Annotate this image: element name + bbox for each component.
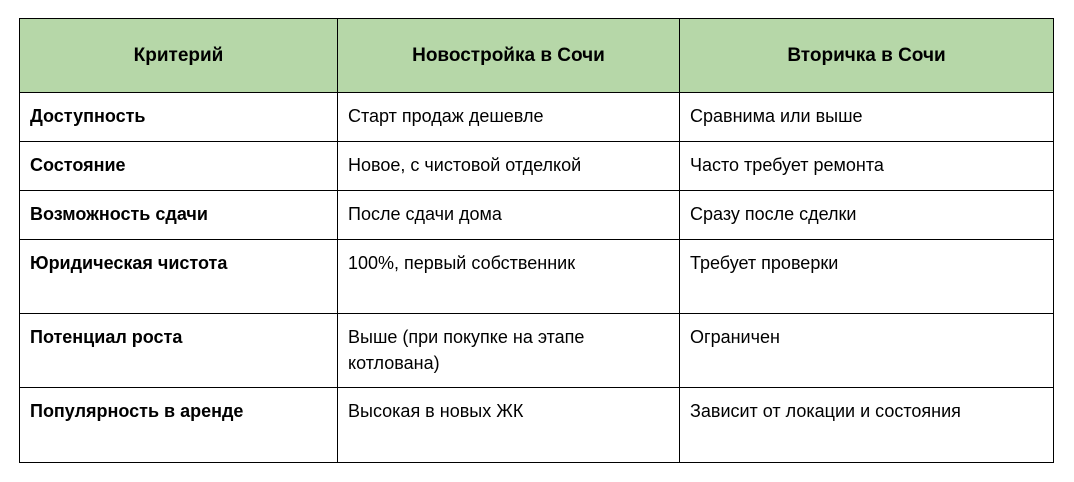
comparison-table [19, 18, 1054, 463]
new-build-cell: Старт продаж дешевле [338, 93, 680, 142]
criterion-cell: Состояние [20, 142, 338, 191]
new-build-cell: Высокая в новых ЖК [338, 388, 680, 463]
header-new-build: Новостройка в Сочи [338, 19, 680, 93]
secondary-cell: Часто требует ремонта [680, 142, 1054, 191]
secondary-cell: Зависит от локации и состояния [680, 388, 1054, 463]
header-criterion: Критерий [20, 19, 338, 93]
table-body [20, 93, 1054, 463]
new-build-cell: 100%, первый собственник [338, 240, 680, 314]
header-row [20, 19, 1054, 93]
table-row [20, 142, 1054, 191]
criterion-cell: Популярность в аренде [20, 388, 338, 463]
table-row [20, 240, 1054, 314]
criterion-cell: Возможность сдачи [20, 191, 338, 240]
secondary-cell: Сравнима или выше [680, 93, 1054, 142]
secondary-cell: Сразу после сделки [680, 191, 1054, 240]
table-row [20, 314, 1054, 388]
table-row [20, 93, 1054, 142]
criterion-cell: Доступность [20, 93, 338, 142]
table-row [20, 191, 1054, 240]
secondary-cell: Ограничен [680, 314, 1054, 388]
header-secondary: Вторичка в Сочи [680, 19, 1054, 93]
criterion-cell: Потенциал роста [20, 314, 338, 388]
table-header [20, 19, 1054, 93]
criterion-cell: Юридическая чистота [20, 240, 338, 314]
new-build-cell: Выше (при покупке на этапе котлована) [338, 314, 680, 388]
table-row [20, 388, 1054, 463]
secondary-cell: Требует проверки [680, 240, 1054, 314]
new-build-cell: После сдачи дома [338, 191, 680, 240]
new-build-cell: Новое, с чистовой отделкой [338, 142, 680, 191]
